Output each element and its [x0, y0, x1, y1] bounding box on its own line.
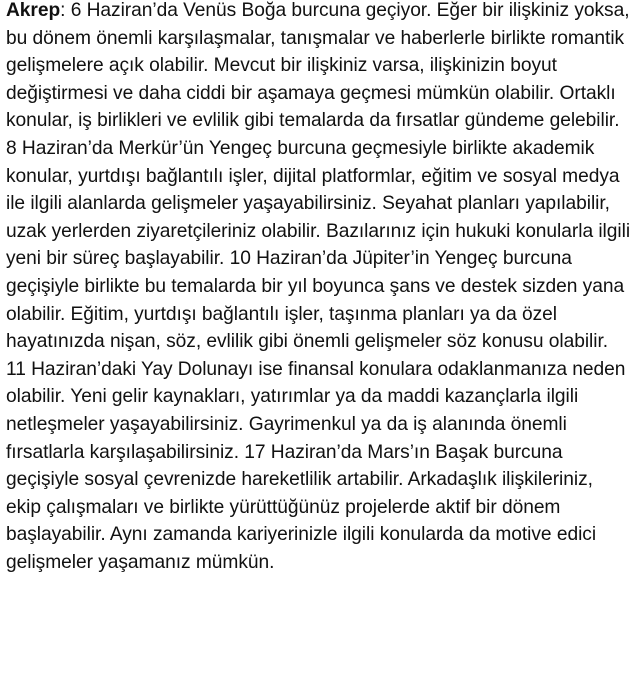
horoscope-article	[6, 0, 631, 576]
paragraph-1-text: 6 Haziran’da Venüs Boğa burcuna geçiyor. Eğer bir ilişkiniz yoksa, bu dönem önemli karşılaşmalar, tanışmalar ve haberlerle birlikte romantik gelişmelere açık olabilir. Mevcut bir ilişkiniz varsa, ilişkinizin boyut değiştirmesi ve daha ciddi bir aşamaya geçmesi mümkün olabilir. Ortaklı konular, iş birlikleri ve evlilik gibi temalarda da fırsatlar gündeme gelebilir. 8 Haziran’da Merkür’ün Yengeç burcuna geçmesiyle birlikte akademik konular, yurtdışı bağlantılı işler, dijital platformlar, eğitim ve sosyal medya ile ilgili alanlarda gelişmeler yaşayabilirsiniz. Seyahat planları yapılabilir, uzak yerlerden ziyaretçileriniz olabilir. Bazılarınız için hukuki konularla ilgili yeni bir süreç başlayabilir. 10 Haziran’da Jüpiter’in Yengeç burcuna geçişiyle birlikte bu temalarda bir yıl boyunca şans ve destek sizden yana olabilir. Eğitim, yurtdışı bağlantılı işler, taşınma planları ya da özel hayatınızda nişan, söz, evlilik gibi önemli gelişmeler söz konusu olabilir.	[6, 0, 631, 353]
paragraph-first	[6, 0, 631, 356]
label-separator: :	[60, 0, 66, 21]
sign-label: Akrep	[6, 0, 61, 21]
paragraph-second: 11 Haziran’daki Yay Dolunayı ise finansal konulara odaklanmanıza neden olabilir. Yeni gelir kaynakları, yatırımlar ya da maddi kazançlarla ilgili netleşmeler yaşayabilirsiniz. Gayrimenkul ya da iş alanında önemli fırsatlarla karşılaşabilirsiniz. 17 Haziran’da Mars’ın Başak burcuna geçişiyle sosyal çevrenizde hareketlilik artabilir. Arkadaşlık ilişkileriniz, ekip çalışmaları ve birlikte yürüttüğünüz projelerde aktif bir dönem başlayabilir. Aynı zamanda kariyerinizle ilgili konularda da motive edici gelişmeler yaşamanız mümkün.	[6, 358, 626, 573]
